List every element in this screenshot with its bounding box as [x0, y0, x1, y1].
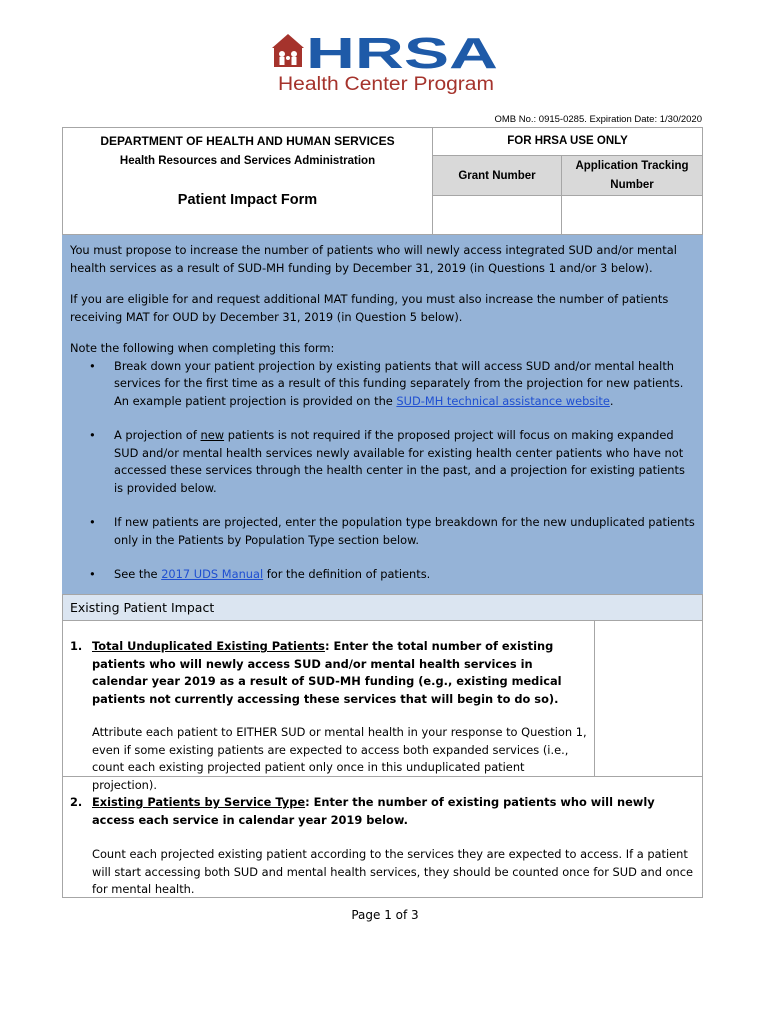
- administration-name: Health Resources and Services Administration: [119, 155, 376, 167]
- question-1-text-cell: [63, 621, 595, 792]
- page-number: Page 1 of 3: [351, 908, 419, 922]
- bullet-text: A projection of: [114, 428, 201, 442]
- bullet-text: for the definition of patients.: [263, 567, 431, 581]
- question-2-row: [62, 777, 703, 898]
- question-1-prompt-text: : Enter the total number of existing patients who will newly access SUD and/or mental health services in calendar year 2019 as a result of SUD-MH funding (e.g., existing medical patients not currently accessing these services that will begin to do so).: [92, 639, 562, 706]
- hrsa-logo: [270, 28, 500, 100]
- question-1-prompt: [92, 638, 587, 708]
- bullet-text: See the: [114, 567, 162, 581]
- instruction-note: Note the following when completing this form:: [70, 341, 335, 355]
- question-1-number: 1.: [70, 639, 83, 653]
- hrsa-use-only-label: FOR HRSA USE ONLY: [433, 128, 702, 156]
- instruction-bullets: [70, 358, 695, 584]
- department-name: DEPARTMENT OF HEALTH AND HUMAN SERVICES: [100, 134, 395, 148]
- question-1-answer-field[interactable]: [596, 621, 702, 776]
- agency-cell: [63, 128, 433, 234]
- tracking-number-field[interactable]: [562, 196, 702, 234]
- form-title: Patient Impact Form: [177, 192, 318, 208]
- question-2-prompt-text: : Enter the number of existing patients who will newly access each service in calendar year 2019 below.: [92, 795, 655, 827]
- bullet-text: Break down your patient projection by existing patients that will access SUD and/or mental health services for the first time as a result of this funding separately from the projection for new patients. An example patient projection is provided on the: [114, 358, 684, 408]
- bullet-icon: •: [89, 515, 96, 529]
- bullet-icon: •: [89, 428, 96, 442]
- tracking-number-header: Application Tracking Number: [562, 156, 702, 196]
- bullet-icon: •: [89, 358, 96, 373]
- house-icon: [272, 34, 304, 67]
- sud-mh-ta-website-link[interactable]: SUD-MH technical assistance website: [396, 393, 610, 408]
- question-1-row: [62, 621, 703, 792]
- instruction-paragraph-1: You must propose to increase the number of patients who will newly access integrated SUD and/or mental health services as a result of SUD-MH funding by December 31, 2019 (in Questions 1 and/or 3 below).: [70, 243, 677, 275]
- bullet-icon: •: [89, 567, 96, 581]
- question-1-note: Attribute each patient to EITHER SUD or mental health in your response to Question 1, even if some existing patients are expected to access both expanded services (i.e., count each existing projected patient only once in this unduplicated patient projection).: [92, 725, 587, 792]
- bullet-text: If new patients are projected, enter the population type breakdown for the new unduplicated patients only in the Patients by Population Type section below.: [114, 515, 695, 547]
- instruction-paragraph-2: If you are eligible for and request additional MAT funding, you must also increase the number of patients receiving MAT for OUD by December 31, 2019 (in Question 5 below).: [70, 292, 669, 324]
- uds-manual-link[interactable]: 2017 UDS Manual: [161, 567, 264, 581]
- grant-number-field[interactable]: [433, 196, 562, 234]
- omb-number: OMB No.: 0915-0285. Expiration Date: 1/30/2020: [494, 114, 702, 125]
- bullet-item: [89, 358, 695, 411]
- question-2-number: 2.: [70, 795, 83, 809]
- logo-subtitle: Health Center Program: [278, 74, 494, 95]
- bullet-item: [89, 427, 695, 497]
- question-2-title: Existing Patients by Service Type: [92, 795, 306, 809]
- hrsa-logo-graphic: [270, 28, 500, 100]
- question-1-title: Total Unduplicated Existing Patients: [92, 639, 325, 653]
- bullet-item: [89, 566, 695, 584]
- question-2-note: Count each projected existing patient according to the services they are expected to access. If a patient will start accessing both SUD and mental health services, they should be counted once for SUD and once for mental health.: [92, 847, 694, 896]
- question-2-prompt: [92, 794, 697, 829]
- bullet-text: .: [609, 393, 614, 408]
- instructions-panel: [62, 235, 703, 594]
- form-header-table: [62, 127, 703, 235]
- grant-number-header: Grant Number: [433, 156, 562, 196]
- section-title: Existing Patient Impact: [62, 594, 703, 621]
- bullet-text: patients is not required if the proposed project will focus on making expanded SUD and/or mental health services newly available for existing health center patients who have not accessed these services through the health center in the past, and a projection for existing patients is provided below.: [114, 428, 685, 495]
- bullet-item: [89, 514, 695, 549]
- logo-wordmark: HRSA: [306, 29, 498, 78]
- bullet-text-underlined: new: [200, 428, 225, 442]
